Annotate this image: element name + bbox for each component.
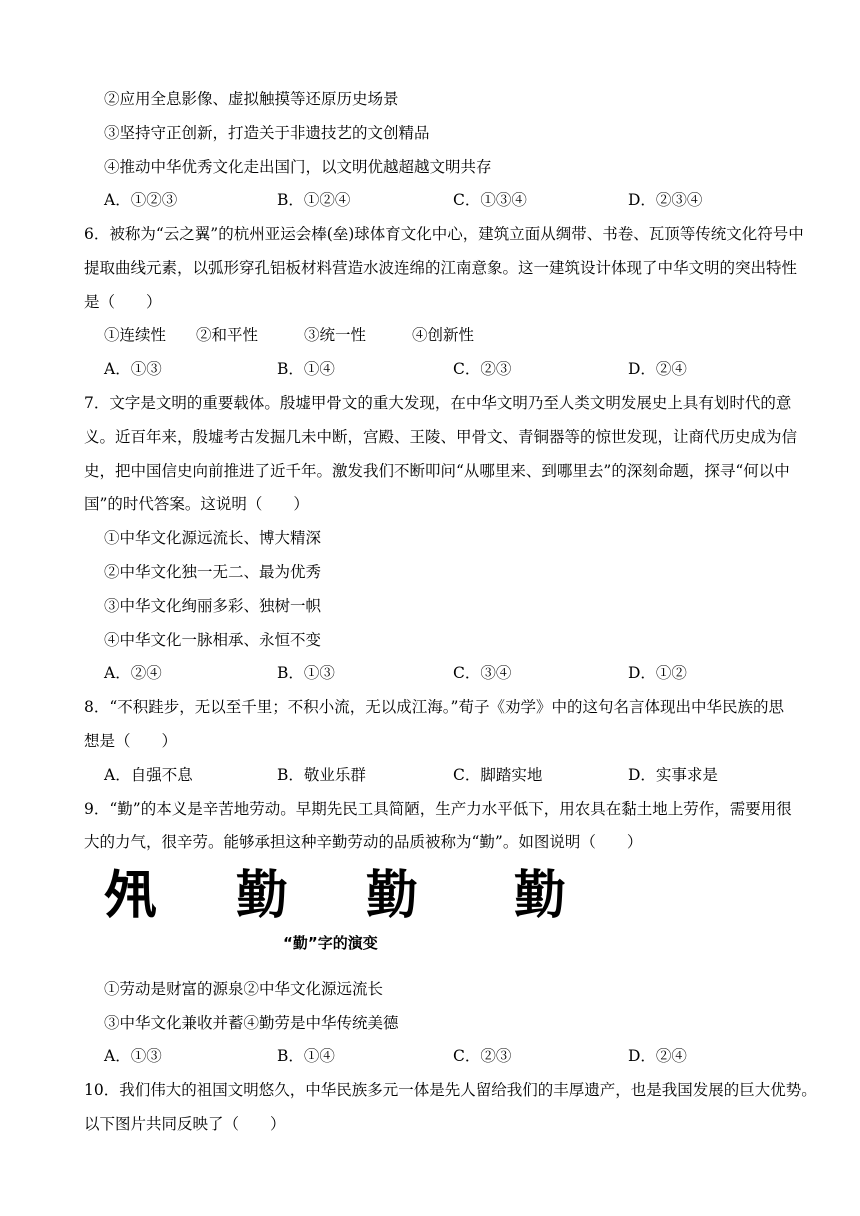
q5-item-2: ②应用全息影像、虚拟触摸等还原历史场景 <box>104 90 399 108</box>
q8-option-b[interactable]: B．敬业乐群 <box>277 766 366 784</box>
q6-stem-line-1: 6．被称为“云之翼”的杭州亚运会棒(垒)球体育文化中心，建筑立面从绸带、书卷、瓦顶等传统文化符号中 <box>84 225 804 243</box>
glyph-clerical-script: 勤 <box>236 865 289 926</box>
q9-stem-line-1: 9．“勤”的本义是辛苦地劳动。早期先民工具简陋，生产力水平低下，用农具在黏土地上劳作，需要用很 <box>84 800 792 818</box>
q8-stem-line-2: 想是（ ） <box>84 732 178 750</box>
q7-stem-line-3: 史，把中国信史向前推进了近千年。激发我们不断叩问“从哪里来、到哪里去”的深刻命题，探寻“何以中 <box>84 462 790 480</box>
q6-choice-1: ①连续性 <box>104 326 167 344</box>
q8-option-c[interactable]: C．脚踏实地 <box>453 766 543 784</box>
q9-item-line-1: ①劳动是财富的源泉②中华文化源远流长 <box>104 980 384 998</box>
q5-option-a[interactable]: A．①②③ <box>104 191 178 209</box>
q9-option-a[interactable]: A．①③ <box>104 1047 162 1065</box>
q7-option-a[interactable]: A．②④ <box>104 664 162 682</box>
q5-option-b[interactable]: B．①②④ <box>277 191 351 209</box>
q9-stem-line-2: 大的力气，很辛劳。能够承担这种辛勤劳动的品质被称为“勤”。如图说明（ ） <box>84 833 643 851</box>
q6-choice-3: ③统一性 <box>304 326 367 344</box>
q7-item-3: ③中华文化绚丽多彩、独树一帜 <box>104 597 322 615</box>
q7-item-1: ①中华文化源远流长、博大精深 <box>104 529 322 547</box>
q5-option-d[interactable]: D．②③④ <box>628 191 703 209</box>
q5-item-3: ③坚持守正创新，打造关于非遗技艺的文创精品 <box>104 124 430 142</box>
q9-item-line-2: ③中华文化兼收并蓄④勤劳是中华传统美德 <box>104 1014 399 1032</box>
q8-stem-line-1: 8．“不积跬步，无以至千里；不积小流，无以成江海。”荀子《劝学》中的这句名言体现出中华民族的思 <box>84 698 784 716</box>
q7-stem-line-2: 义。近百年来，殷墟考古发掘几未中断，宫殿、王陵、甲骨文、青铜器等的惊世发现，让商代历史成为信 <box>84 428 798 446</box>
q6-option-c[interactable]: C．②③ <box>453 360 512 378</box>
q5-item-4: ④推动中华优秀文化走出国门，以文明优越超越文明共存 <box>104 158 492 176</box>
q6-option-b[interactable]: B．①④ <box>277 360 335 378</box>
q7-option-b[interactable]: B．①③ <box>277 664 335 682</box>
q6-choice-2: ②和平性 <box>196 326 259 344</box>
q6-choice-4: ④创新性 <box>412 326 475 344</box>
glyph-seal-script: 𡖊 <box>104 865 157 926</box>
q7-stem-line-4: 国”的时代答案。这说明（ ） <box>84 495 309 513</box>
q7-item-4: ④中华文化一脉相承、永恒不变 <box>104 631 322 649</box>
q5-option-c[interactable]: C．①③④ <box>453 191 527 209</box>
glyph-running-script: 勤 <box>366 865 419 926</box>
q6-option-a[interactable]: A．①③ <box>104 360 162 378</box>
q7-option-c[interactable]: C．③④ <box>453 664 512 682</box>
q7-stem-line-1: 7．文字是文明的重要载体。殷墟甲骨文的重大发现，在中华文明乃至人类文明发展史上具有划时代的意 <box>84 394 792 412</box>
figure-caption: “勤”字的演变 <box>283 934 378 952</box>
q8-option-d[interactable]: D．实事求是 <box>628 766 718 784</box>
q6-stem-line-3: 是（ ） <box>84 293 162 311</box>
q10-stem-line-2: 以下图片共同反映了（ ） <box>84 1115 286 1133</box>
q9-option-c[interactable]: C．②③ <box>453 1047 512 1065</box>
q10-stem-line-1: 10．我们伟大的祖国文明悠久，中华民族多元一体是先人留给我们的丰厚遗产，也是我国发展的巨大优势。 <box>84 1081 817 1099</box>
q9-option-b[interactable]: B．①④ <box>277 1047 335 1065</box>
q8-option-a[interactable]: A．自强不息 <box>104 766 193 784</box>
q6-option-d[interactable]: D．②④ <box>628 360 687 378</box>
q7-item-2: ②中华文化独一无二、最为优秀 <box>104 563 322 581</box>
glyph-regular-script: 勤 <box>514 865 567 926</box>
q9-option-d[interactable]: D．②④ <box>628 1047 687 1065</box>
q6-stem-line-2: 提取曲线元素，以弧形穿孔铝板材料营造水波连绵的江南意象。这一建筑设计体现了中华文明的突出特性 <box>84 259 798 277</box>
q7-option-d[interactable]: D．①② <box>628 664 687 682</box>
